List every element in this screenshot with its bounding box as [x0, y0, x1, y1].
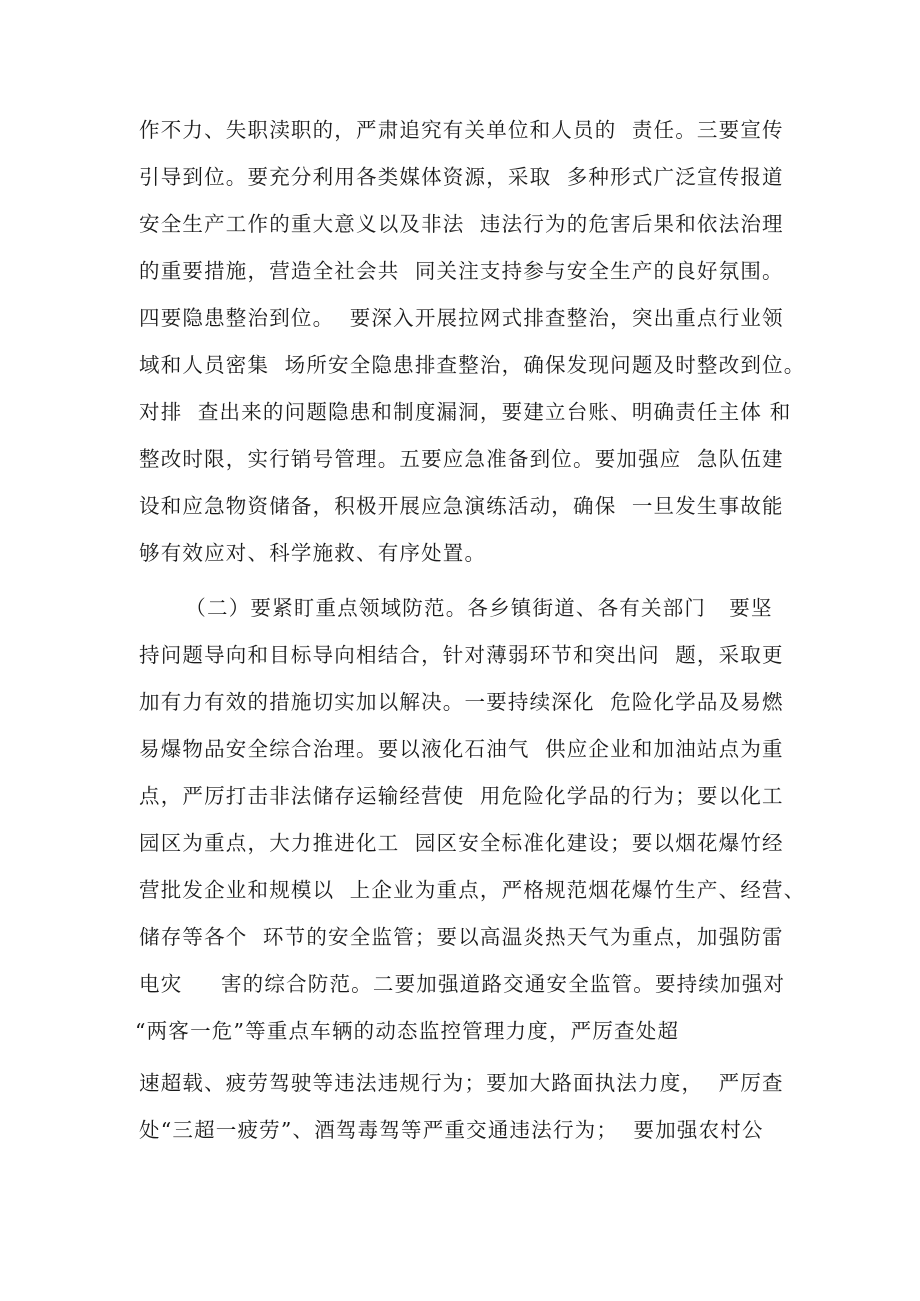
text-line: 园区为重点，大力推进化工 园区安全标准化建设；要以烟花爆竹经: [139, 831, 784, 855]
text-line: 加有力有效的措施切实加以解决。一要持续深化 危险化学品及易燃: [139, 690, 784, 714]
text-line: 安全生产工作的重大意义以及非法 违法行为的危害后果和依法治理: [139, 212, 784, 236]
text-line: 作不力、失职渎职的，严肃追究有关单位和人员的 责任。三要宣传: [139, 118, 784, 142]
text-line: 易爆物品安全综合治理。要以液化石油气 供应企业和加油站点为重: [139, 737, 784, 761]
text-line: （二）要紧盯重点领域防范。各乡镇街道、各有关部门 要坚: [139, 596, 773, 620]
text-line: 够有效应对、科学施救、有序处置。: [139, 541, 487, 565]
text-line: 四要隐患整治到位。 要深入开展拉网式排查整治，突出重点行业领: [139, 306, 784, 330]
text-line: 处“三超一疲劳”、酒驾毒驾等严重交通违法行为； 要加强农村公: [139, 1118, 764, 1142]
text-line: 营批发企业和规模以 上企业为重点，严格规范烟花爆竹生产、经营、: [139, 878, 806, 902]
text-line: 设和应急物资储备，积极开展应急演练活动，确保 一旦发生事故能: [139, 494, 784, 518]
text-line: 点，严厉打击非法储存运输经营使 用危险化学品的行为；要以化工: [139, 784, 784, 808]
text-line: 的重要措施，营造全社会共 同关注支持参与安全生产的良好氛围。: [139, 259, 784, 283]
text-line: 域和人员密集 场所安全隐患排查整治，确保发现问题及时整改到位。: [139, 353, 806, 377]
text-line: 电灾 害的综合防范。二要加强道路交通安全监管。要持续加强对: [139, 972, 786, 996]
text-line: 引导到位。要充分利用各类媒体资源，采取 多种形式广泛宣传报道: [139, 165, 784, 189]
text-line: 储存等各个 环节的安全监管；要以高温炎热天气为重点，加强防雷: [139, 925, 784, 949]
text-line: 速超载、疲劳驾驶等违法违规行为；要加大路面执法力度， 严厉查: [139, 1071, 784, 1095]
text-line: 持问题导向和目标导向相结合，针对薄弱环节和突出问 题，采取更: [139, 643, 784, 667]
text-line: 整改时限，实行销号管理。五要应急准备到位。要加强应 急队伍建: [139, 447, 784, 471]
text-line: “两客一危”等重点车辆的动态监控管理力度，严厉查处超: [135, 1019, 680, 1043]
text-line: 对排 查出来的问题隐患和制度漏洞，要建立台账、明确责任主体 和: [139, 400, 792, 424]
